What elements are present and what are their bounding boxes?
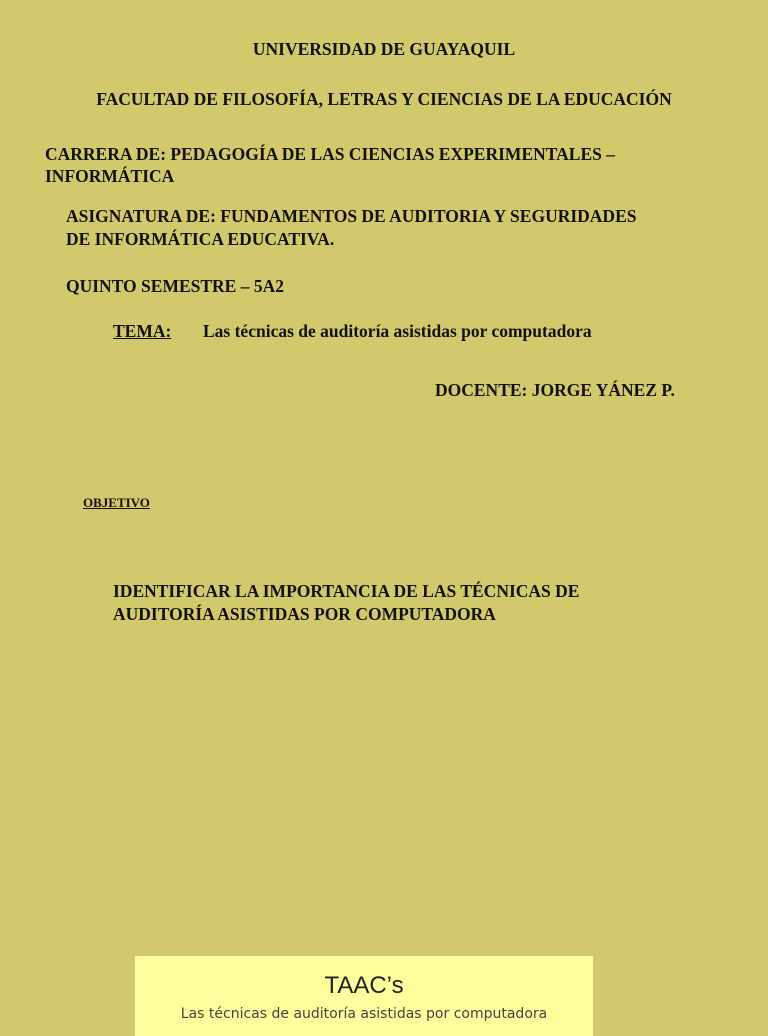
objective-line-1: IDENTIFICAR LA IMPORTANCIA DE LAS TÉCNICAS DE [113,581,580,601]
semester-line: QUINTO SEMESTRE – 5A2 [66,276,284,296]
slide-title: TAAC’s [324,972,404,999]
teacher-line: DOCENTE: JORGE YÁNEZ P. [435,380,675,400]
topic-label: TEMA: [113,321,172,341]
slide-subtitle: Las técnicas de auditoría asistidas por computadora [180,1006,548,1022]
university-title: UNIVERSIDAD DE GUAYAQUIL [252,39,516,59]
objective-line-2: AUDITORÍA ASISTIDAS POR COMPUTADORA [113,604,496,624]
objective-heading: OBJETIVO [83,495,150,510]
slide-thumbnail[interactable] [135,956,593,1036]
topic-value: Las técnicas de auditoría asistidas por computadora [203,321,592,341]
faculty-title: FACULTAD DE FILOSOFÍA, LETRAS Y CIENCIAS DE LA EDUCACIÓN [96,89,672,109]
subject-line-2: DE INFORMÁTICA EDUCATIVA. [66,229,335,249]
subject-line-1: ASIGNATURA DE: FUNDAMENTOS DE AUDITORIA Y SEGURIDADES [66,206,637,226]
career-line-1: CARRERA DE: PEDAGOGÍA DE LAS CIENCIAS EXPERIMENTALES – [45,144,615,164]
career-line-2: INFORMÁTICA [45,166,175,186]
